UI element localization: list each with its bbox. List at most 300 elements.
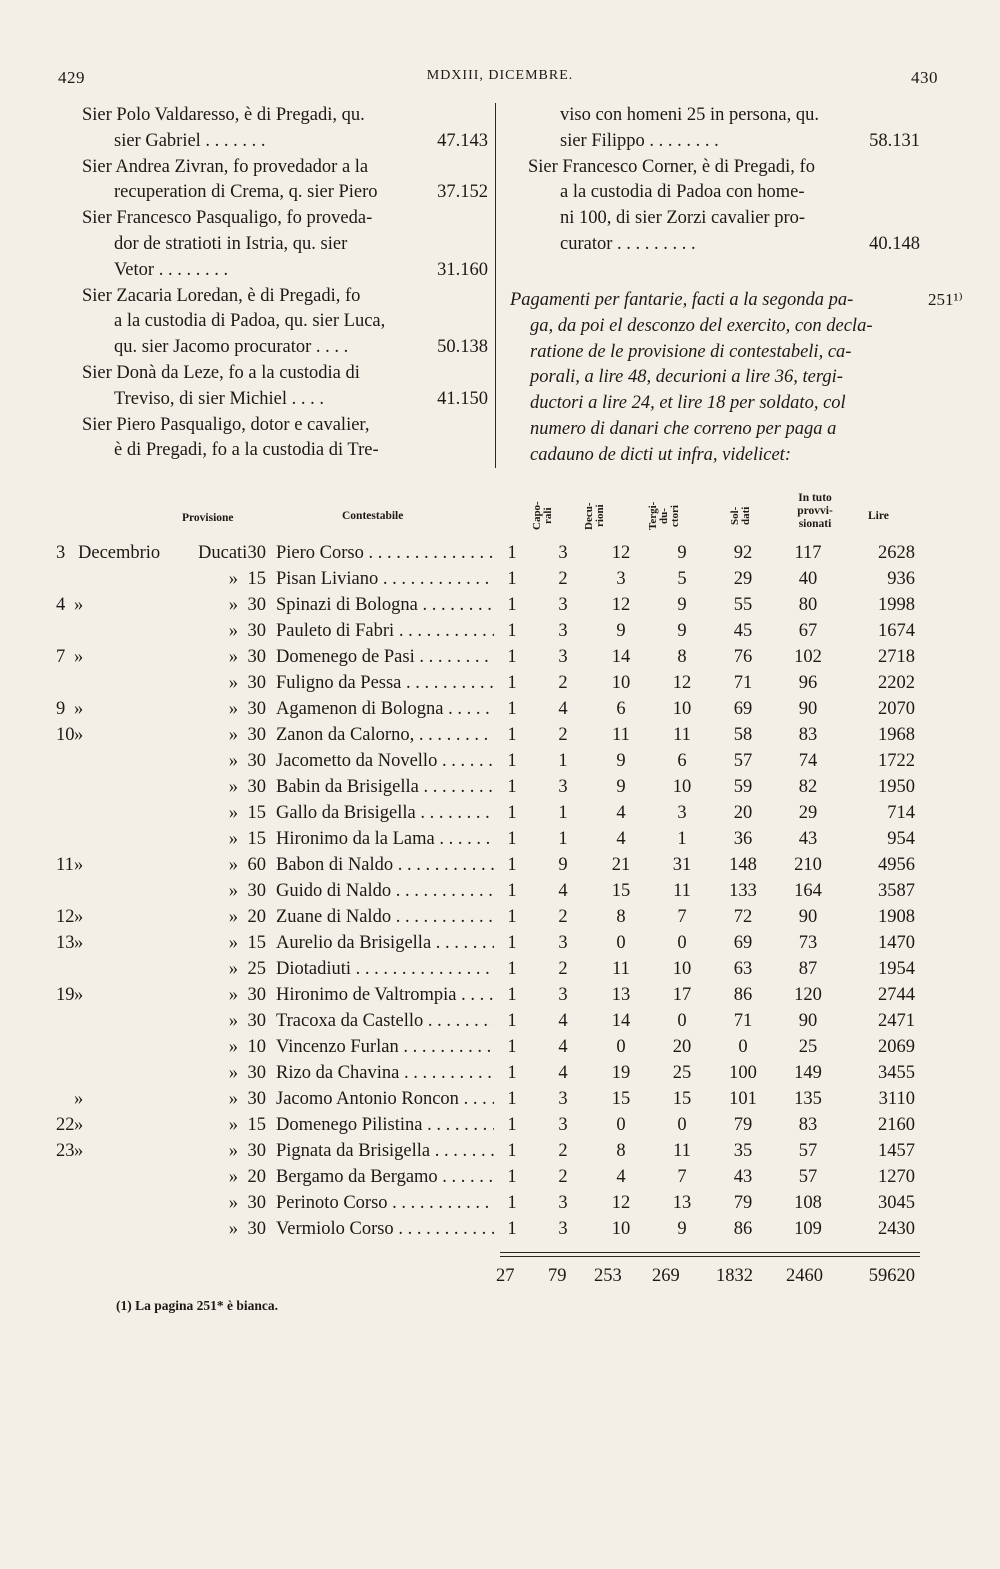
cell-mark: » xyxy=(228,621,238,641)
heading-line: porali, a lire 48, decurioni a lire 36, tergi- xyxy=(530,367,843,388)
cell-cap: 1 xyxy=(507,933,517,953)
cell-cap: 1 xyxy=(507,1219,517,1239)
cell-cap: 1 xyxy=(507,803,517,823)
cell-tot: 149 xyxy=(794,1063,822,1083)
left-column-entries xyxy=(82,103,488,464)
cell-month: » xyxy=(74,1141,84,1161)
cell-dec: 3 xyxy=(558,777,568,797)
cell-ter: 8 xyxy=(616,907,626,927)
heading-line: numero di danari che correno per paga a xyxy=(530,418,837,439)
cell-sol: 86 xyxy=(733,1219,753,1239)
cell-ter: 0 xyxy=(616,933,626,953)
cell-date: 10 xyxy=(56,725,75,745)
cell-mark: » xyxy=(228,725,238,745)
cell-count: 15 xyxy=(247,1115,266,1135)
table-row xyxy=(0,956,1000,982)
cell-cap: 1 xyxy=(507,1011,517,1031)
cell-sol: 86 xyxy=(733,985,753,1005)
cell-name: Pisan Liviano . . . xyxy=(276,566,494,592)
cell-name: Piero Corso . . . xyxy=(276,540,494,566)
cell-ter: 8 xyxy=(616,1141,626,1161)
header-decurioni: Decu- rioni xyxy=(583,502,606,530)
cell-tot: 108 xyxy=(794,1193,822,1213)
cell-lire: 3110 xyxy=(878,1089,915,1109)
cell-dec: 2 xyxy=(558,959,568,979)
cell-dec: 2 xyxy=(558,1167,568,1187)
cell-tot: 40 xyxy=(798,569,818,589)
cell-name: Babin da Brisigella . . . xyxy=(276,774,494,800)
cell-date: 23 xyxy=(56,1141,75,1161)
cell-ter: 12 xyxy=(611,595,631,615)
entry-line: viso con homeni 25 in persona, qu. xyxy=(560,105,819,125)
cell-tergi: 9 xyxy=(677,621,687,641)
cell-tot: 74 xyxy=(798,751,818,771)
table-row xyxy=(0,618,1000,644)
cell-name: Guido di Naldo . . . xyxy=(276,878,494,904)
cell-lire: 2430 xyxy=(878,1219,915,1239)
cell-lire: 3455 xyxy=(878,1063,915,1083)
cell-dec: 3 xyxy=(558,985,568,1005)
cell-dec: 2 xyxy=(558,1141,568,1161)
cell-lire: 2471 xyxy=(878,1011,915,1031)
footnote: (1) La pagina 251* è bianca. xyxy=(116,1298,279,1313)
cell-tergi: 17 xyxy=(672,985,692,1005)
cell-tergi: 10 xyxy=(672,959,692,979)
cell-count: 30 xyxy=(247,1011,266,1031)
cell-name: Hironimo da la Lama . . . xyxy=(276,826,494,852)
cell-sol: 79 xyxy=(733,1115,753,1135)
cell-date: 4 xyxy=(56,595,66,615)
cell-cap: 1 xyxy=(507,907,517,927)
cell-count: 30 xyxy=(247,595,266,615)
column-divider xyxy=(495,103,496,468)
header-provisione: Provisione xyxy=(182,512,234,524)
entry-line: ni 100, di sier Zorzi cavalier pro- xyxy=(560,208,806,229)
entry-line: Sier Francesco Corner, è di Pregadi, fo xyxy=(528,156,815,177)
list-item xyxy=(82,361,488,413)
cell-count: 20 xyxy=(247,907,266,927)
cell-dec: 1 xyxy=(558,751,568,771)
cell-dec: 2 xyxy=(558,673,568,693)
cell-cap: 1 xyxy=(507,725,517,745)
entry-line: Sier Andrea Zivran, fo provedador a la xyxy=(82,156,369,177)
cell-lire: 2069 xyxy=(878,1037,915,1057)
cell-ter: 0 xyxy=(616,1115,626,1135)
table-row xyxy=(0,748,1000,774)
cell-tergi: 13 xyxy=(672,1193,692,1213)
cell-sol: 43 xyxy=(733,1167,753,1187)
header-tergiductori: Tergi- du- ctori xyxy=(647,501,681,531)
cell-cap: 1 xyxy=(507,569,517,589)
cell-sol: 133 xyxy=(729,881,757,901)
entry-value: 58.131 xyxy=(869,130,920,151)
cell-dec: 3 xyxy=(558,595,568,615)
cell-tergi: 31 xyxy=(672,855,692,875)
cell-tergi: 20 xyxy=(672,1037,692,1057)
heading-line: cadauno de dicti ut infra, videlicet: xyxy=(530,444,791,465)
cell-month: » xyxy=(74,595,84,615)
list-item xyxy=(82,284,488,361)
entry-line: recuperation di Crema, q. sier Piero xyxy=(114,182,378,203)
entry-line: Sier Francesco Pasqualigo, fo proveda- xyxy=(82,208,373,229)
cell-sol: 79 xyxy=(733,1193,753,1213)
cell-lire: 954 xyxy=(887,829,915,849)
list-item xyxy=(82,103,488,155)
cell-ter: 9 xyxy=(616,751,626,771)
list-item xyxy=(82,206,488,283)
cell-sol: 63 xyxy=(733,959,753,979)
cell-cap: 1 xyxy=(507,699,517,719)
cell-lire: 2160 xyxy=(878,1115,915,1135)
cell-cap: 1 xyxy=(507,1089,517,1109)
cell-cap: 1 xyxy=(507,1115,517,1135)
cell-tot: 43 xyxy=(798,829,818,849)
entry-line: Sier Zacaria Loredan, è di Pregadi, fo xyxy=(82,285,361,306)
table-row xyxy=(0,670,1000,696)
cell-dec: 2 xyxy=(558,907,568,927)
cell-cap: 1 xyxy=(507,673,517,693)
cell-mark: » xyxy=(228,1141,238,1161)
header-caporali: Capo- rali xyxy=(531,501,554,531)
cell-dec: 2 xyxy=(558,569,568,589)
cell-tot: 83 xyxy=(798,1115,818,1135)
cell-month: » xyxy=(74,1115,84,1135)
table-row xyxy=(0,1086,1000,1112)
cell-sol: 58 xyxy=(733,725,753,745)
cell-count: 25 xyxy=(247,959,266,979)
cell-tergi: 11 xyxy=(673,881,691,901)
entry-value: 41.150 xyxy=(437,388,488,409)
cell-mark: » xyxy=(228,1115,238,1135)
cell-sol: 76 xyxy=(733,647,753,667)
cell-ter: 12 xyxy=(611,543,631,563)
running-header: MDXIII, DICEMBRE. xyxy=(426,68,574,83)
cell-ter: 13 xyxy=(611,985,631,1005)
cell-mark: » xyxy=(228,777,238,797)
cell-name: Pignata da Brisigella . . . xyxy=(276,1138,494,1164)
cell-tot: 90 xyxy=(798,907,818,927)
page-number-right: 430 xyxy=(911,68,938,87)
cell-count: 30 xyxy=(247,1219,266,1239)
cell-tergi: 5 xyxy=(677,569,687,589)
cell-mark: » xyxy=(228,1063,238,1083)
cell-lire: 936 xyxy=(887,569,915,589)
cell-mark: » xyxy=(228,881,238,901)
entry-line: Vetor . . . . . . . . xyxy=(114,259,229,280)
cell-mark: » xyxy=(228,595,238,615)
cell-dec: 4 xyxy=(558,1063,568,1083)
cell-lire: 1998 xyxy=(878,595,915,615)
cell-sol: 45 xyxy=(733,621,753,641)
table-row xyxy=(0,566,1000,592)
table-row xyxy=(0,826,1000,852)
heading-line: ductori a lire 24, et lire 18 per soldato, col xyxy=(530,393,846,414)
total-rule-top xyxy=(500,1252,920,1253)
cell-name: Rizo da Chavina . . . xyxy=(276,1060,494,1086)
table-row xyxy=(0,1008,1000,1034)
cell-mark: » xyxy=(228,907,238,927)
cell-mark: » xyxy=(228,1167,238,1187)
cell-lire: 4956 xyxy=(878,855,915,875)
cell-count: 10 xyxy=(247,1037,266,1057)
entry-line: qu. sier Jacomo procurator . . . . xyxy=(114,337,349,358)
heading-line: ga, da poi el desconzo del exercito, con decla- xyxy=(530,315,873,336)
cell-sol: 100 xyxy=(729,1063,757,1083)
cell-lire: 1722 xyxy=(878,751,915,771)
header-soldati: Sol- dati xyxy=(729,506,752,526)
cell-name: Domenego Pilistina . . . xyxy=(276,1112,494,1138)
cell-name: Tracoxa da Castello . . . xyxy=(276,1008,494,1034)
cell-tergi: 6 xyxy=(677,751,687,771)
cell-dec: 1 xyxy=(558,803,568,823)
cell-dec: 9 xyxy=(558,855,568,875)
table-row xyxy=(0,1216,1000,1242)
cell-tot: 90 xyxy=(798,1011,818,1031)
cell-ter: 9 xyxy=(616,777,626,797)
entry-line: a la custodia di Padoa, qu. sier Luca, xyxy=(114,311,386,332)
entry-value: 47.143 xyxy=(437,130,488,151)
cell-ter: 15 xyxy=(611,1089,631,1109)
cell-cap: 1 xyxy=(507,1037,517,1057)
cell-count: 30 xyxy=(247,673,266,693)
cell-tot: 90 xyxy=(798,699,818,719)
cell-dec: 3 xyxy=(558,933,568,953)
cell-month: » xyxy=(74,985,84,1005)
cell-sol: 148 xyxy=(729,855,757,875)
cell-tot: 29 xyxy=(798,803,818,823)
cell-ter: 10 xyxy=(611,1219,631,1239)
cell-cap: 1 xyxy=(507,959,517,979)
table-row xyxy=(0,774,1000,800)
cell-count: 30 xyxy=(247,725,266,745)
cell-tot: 73 xyxy=(798,933,818,953)
cell-sol: 0 xyxy=(738,1037,748,1057)
cell-mark: » xyxy=(228,803,238,823)
cell-tergi: 7 xyxy=(677,1167,687,1187)
cell-ter: 4 xyxy=(616,829,626,849)
cell-tergi: 0 xyxy=(677,933,687,953)
cell-sol: 69 xyxy=(733,933,753,953)
header-in-tuto: In tuto provvi- sionati xyxy=(797,492,833,530)
cell-mark: » xyxy=(228,699,238,719)
cell-mark: » xyxy=(228,647,238,667)
cell-date: 13 xyxy=(56,933,75,953)
table-row xyxy=(0,1190,1000,1216)
cell-cap: 1 xyxy=(507,647,517,667)
cell-lire: 1674 xyxy=(878,621,915,641)
cell-count: 30 xyxy=(247,543,266,563)
cell-dec: 4 xyxy=(558,1011,568,1031)
cell-tergi: 11 xyxy=(673,725,691,745)
cell-cap: 1 xyxy=(507,1167,517,1187)
cell-mark: » xyxy=(228,1219,238,1239)
cell-name: Domenego de Pasi . . . xyxy=(276,644,494,670)
header-contestabile: Contestabile xyxy=(342,510,404,522)
entry-line: sier Gabriel . . . . . . . xyxy=(114,130,266,151)
cell-tergi: 11 xyxy=(673,1141,691,1161)
total-tergi: 269 xyxy=(652,1266,680,1286)
cell-tergi: 8 xyxy=(677,647,687,667)
cell-mark: » xyxy=(228,959,238,979)
cell-sol: 35 xyxy=(733,1141,753,1161)
cell-count: 30 xyxy=(247,621,266,641)
cell-mark: » xyxy=(228,985,238,1005)
total-tergiductori: 253 xyxy=(594,1266,622,1286)
total-rule-bottom xyxy=(500,1256,920,1257)
cell-mark: » xyxy=(228,933,238,953)
cell-ter: 11 xyxy=(612,725,630,745)
cell-count: 15 xyxy=(247,803,266,823)
cell-count: 30 xyxy=(247,647,266,667)
cell-name: Perinoto Corso . . . xyxy=(276,1190,494,1216)
cell-dec: 3 xyxy=(558,543,568,563)
cell-sol: 36 xyxy=(733,829,753,849)
table-row xyxy=(0,644,1000,670)
total-in-tuto: 2460 xyxy=(786,1266,823,1286)
cell-name: Zuane di Naldo . . . xyxy=(276,904,494,930)
cell-month: » xyxy=(74,725,84,745)
cell-dec: 2 xyxy=(558,725,568,745)
cell-count: 30 xyxy=(247,751,266,771)
cell-tergi: 0 xyxy=(677,1115,687,1135)
cell-count: 30 xyxy=(247,1063,266,1083)
cell-lire: 714 xyxy=(887,803,915,823)
entry-line: sier Filippo . . . . . . . . xyxy=(560,130,719,151)
cell-month: » xyxy=(74,933,84,953)
cell-ducati: Ducati xyxy=(198,543,248,563)
cell-name: Vermiolo Corso . . . xyxy=(276,1216,494,1242)
cell-cap: 1 xyxy=(507,881,517,901)
cell-name: Gallo da Brisigella . . . xyxy=(276,800,494,826)
entry-line: Treviso, di sier Michiel . . . . xyxy=(114,388,325,409)
total-decurioni: 79 xyxy=(548,1266,567,1286)
cell-cap: 1 xyxy=(507,621,517,641)
cell-count: 15 xyxy=(247,933,266,953)
cell-month: » xyxy=(74,907,84,927)
cell-sol: 55 xyxy=(733,595,753,615)
cell-mark: » xyxy=(228,829,238,849)
cell-tergi: 9 xyxy=(677,595,687,615)
table-row xyxy=(0,852,1000,878)
cell-name: Jacometto da Novello . . . xyxy=(276,748,494,774)
cell-ter: 6 xyxy=(616,699,626,719)
cell-mark: » xyxy=(228,751,238,771)
cell-ter: 21 xyxy=(611,855,631,875)
cell-lire: 1457 xyxy=(878,1141,915,1161)
heading-line: Pagamenti per fantarie, facti a la segonda pa- xyxy=(510,290,854,310)
cell-date: 19 xyxy=(56,985,75,1005)
cell-lire: 2070 xyxy=(878,699,915,719)
cell-mark: » xyxy=(228,1037,238,1057)
table-row xyxy=(0,1060,1000,1086)
cell-cap: 1 xyxy=(507,1141,517,1161)
cell-ter: 4 xyxy=(616,803,626,823)
cell-dec: 3 xyxy=(558,1193,568,1213)
cell-tergi: 3 xyxy=(677,803,687,823)
cell-tot: 117 xyxy=(794,543,822,563)
cell-sol: 72 xyxy=(733,907,753,927)
total-lire: 59620 xyxy=(868,1266,915,1286)
payments-table xyxy=(0,540,1000,1242)
cell-name: Hironimo de Valtrompia . . . xyxy=(276,982,494,1008)
total-caporali: 27 xyxy=(496,1266,515,1286)
cell-lire: 2628 xyxy=(878,543,915,563)
cell-tergi: 25 xyxy=(672,1063,692,1083)
cell-tot: 210 xyxy=(794,855,822,875)
table-header xyxy=(0,490,1000,538)
right-column-entries xyxy=(528,103,920,258)
cell-count: 60 xyxy=(247,855,266,875)
cell-tot: 57 xyxy=(798,1167,818,1187)
cell-ter: 10 xyxy=(611,673,631,693)
cell-tot: 67 xyxy=(798,621,818,641)
cell-lire: 1968 xyxy=(878,725,915,745)
cell-count: 15 xyxy=(247,569,266,589)
entry-value: 40.148 xyxy=(869,233,920,254)
cell-sol: 57 xyxy=(733,751,753,771)
cell-ter: 19 xyxy=(611,1063,631,1083)
cell-date: 9 xyxy=(56,699,66,719)
cell-mark: » xyxy=(228,1193,238,1213)
cell-count: 15 xyxy=(247,829,266,849)
cell-date: 22 xyxy=(56,1115,75,1135)
cell-count: 30 xyxy=(247,1089,266,1109)
entry-line: a la custodia di Padoa con home- xyxy=(560,182,805,203)
cell-name: Agamenon di Bologna . . . xyxy=(276,696,494,722)
cell-dec: 4 xyxy=(558,881,568,901)
cell-month: » xyxy=(74,699,84,719)
cell-tergi: 9 xyxy=(677,1219,687,1239)
entry-value: 31.160 xyxy=(437,259,488,280)
cell-tergi: 0 xyxy=(677,1011,687,1031)
cell-tot: 80 xyxy=(798,595,818,615)
cell-mark: » xyxy=(228,1011,238,1031)
list-item xyxy=(82,413,488,465)
cell-date: 3 xyxy=(56,543,66,563)
cell-count: 30 xyxy=(247,985,266,1005)
cell-ter: 14 xyxy=(611,1011,631,1031)
page-number-left: 429 xyxy=(58,68,85,87)
table-row xyxy=(0,930,1000,956)
cell-ter: 11 xyxy=(612,959,630,979)
cell-count: 30 xyxy=(247,881,266,901)
cell-month: Decembrio xyxy=(78,543,161,563)
cell-tot: 57 xyxy=(798,1141,818,1161)
cell-count: 30 xyxy=(247,777,266,797)
cell-cap: 1 xyxy=(507,751,517,771)
cell-tot: 96 xyxy=(798,673,818,693)
cell-dec: 4 xyxy=(558,1037,568,1057)
heading-line: ratione de le provisione di contestabeli, ca- xyxy=(530,341,852,362)
cell-count: 30 xyxy=(247,699,266,719)
cell-mark: » xyxy=(228,1089,238,1109)
cell-name: Fuligno da Pessa . . . xyxy=(276,670,494,696)
margin-page-note: 251¹⁾ xyxy=(928,290,963,309)
list-item xyxy=(528,155,920,258)
cell-tot: 109 xyxy=(794,1219,822,1239)
cell-tergi: 10 xyxy=(672,699,692,719)
entry-value: 37.152 xyxy=(437,182,488,203)
cell-sol: 92 xyxy=(733,543,753,563)
cell-tergi: 10 xyxy=(672,777,692,797)
entry-line: è di Pregadi, fo a la custodia di Tre- xyxy=(114,440,379,461)
table-row xyxy=(0,1034,1000,1060)
cell-count: 20 xyxy=(247,1167,266,1187)
cell-cap: 1 xyxy=(507,1063,517,1083)
cell-mark: » xyxy=(228,855,238,875)
cell-sol: 71 xyxy=(733,1011,753,1031)
cell-sol: 101 xyxy=(729,1089,757,1109)
